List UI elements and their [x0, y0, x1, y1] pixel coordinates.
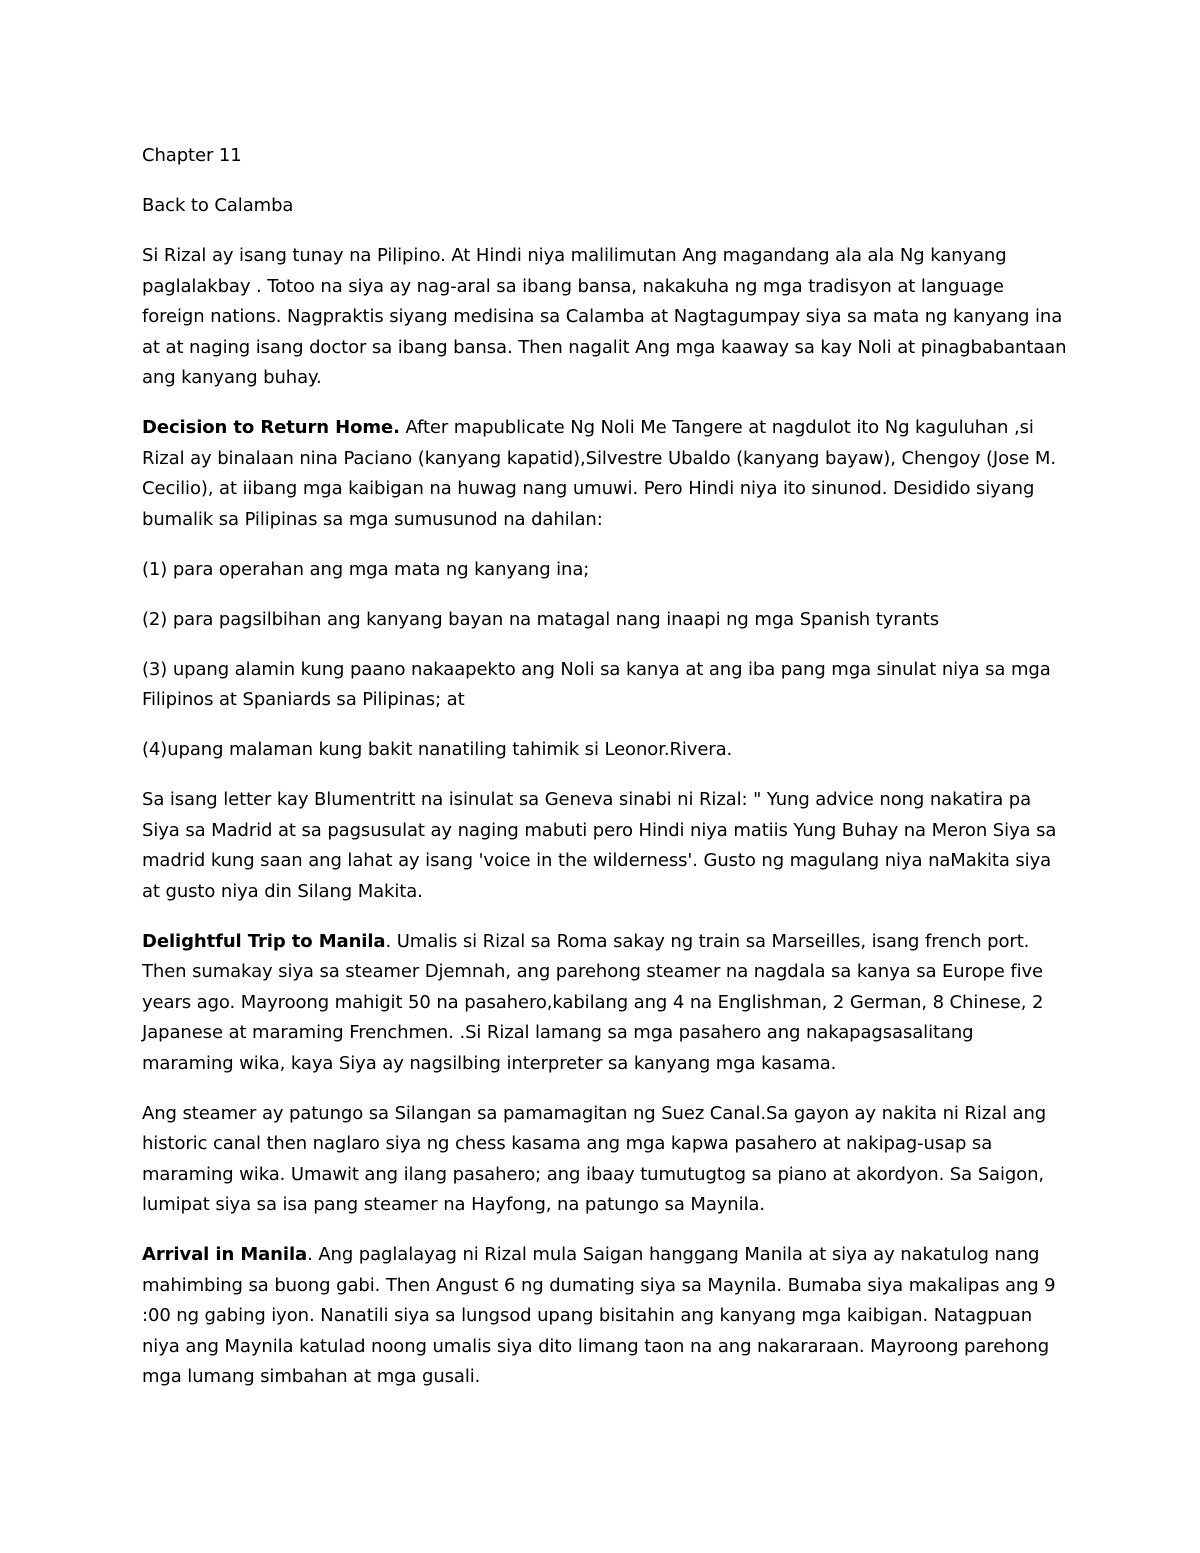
- arrival-heading: Arrival in Manila: [142, 1244, 308, 1265]
- trip-body: . Umalis si Rizal sa Roma sakay ng train sa Marseilles, isang french port. Then sumakay siya sa steamer Djemnah, ang parehong steamer na nagdala sa kanya sa Europe five years ago. Mayroong mahigit 50 na pasahero,kabilang ang 4 na Englishman, 2 German, 8 Chinese, 2 Japanese at maraming Frenchmen. .Si Rizal lamang sa mga pasahero ang nakapagsasalitang maraming wika, kaya Siya ay nagsilbing interpreter sa kanyang mga kasama.: [142, 930, 1044, 1074]
- arrival-body: . Ang paglalayag ni Rizal mula Saigan hanggang Manila at siya ay nakatulog nang mahimbing sa buong gabi. Then Angust 6 ng dumating siya sa Maynila. Bumaba siya makalipas ang 9 :00 ng gabing iyon. Nanatili siya sa lungsod upang bisitahin ang kanyang mga kaibigan. Natagpuan niya ang Maynila katulad noong umalis siya dito limang taon na ang nakararaan. Mayroong parehong mga lumang simbahan at mga gusali.: [142, 1244, 1056, 1387]
- chapter-title: Back to Calamba: [142, 195, 294, 216]
- document-body: [142, 141, 1067, 1412]
- reason-item: (4)upang malaman kung bakit nanatiling tahimik si Leonor.Rivera.: [142, 739, 733, 760]
- chapter-number: Chapter 11: [142, 145, 242, 166]
- letter-paragraph: Sa isang letter kay Blumentritt na isinulat sa Geneva sinabi ni Rizal: " Yung advice nong nakatira pa Siya sa Madrid at sa pagsusulat ay naging mabuti pero Hindi niya matiis Yung Buhay na Meron Siya sa madrid kung saan ang lahat ay isang 'voice in the wilderness'. Gusto ng magulang niya naMakita siya at gusto niya din Silang Makita.: [142, 789, 1057, 902]
- intro-paragraph: Si Rizal ay isang tunay na Pilipino. At Hindi niya malilimutan Ang magandang ala ala Ng kanyang paglalakbay . Totoo na siya ay nag-aral sa ibang bansa, nakakuha ng mga tradisyon at language foreign nations. Nagpraktis siyang medisina sa Calamba at Nagtagumpay siya sa mata ng kanyang ina at at naging isang doctor sa ibang bansa. Then nagalit Ang mga kaaway sa kay Noli at pinagbabantaan ang kanyang buhay.: [142, 245, 1067, 388]
- trip-heading: Delightful Trip to Manila: [142, 930, 386, 952]
- steamer-paragraph: Ang steamer ay patungo sa Silangan sa pamamagitan ng Suez Canal.Sa gayon ay nakita ni Rizal ang historic canal then naglaro siya ng chess kasama ang mga kapwa pasahero at nakipag-usap sa maraming wika. Umawit ang ilang pasahero; ang ibaay tumutugtog sa piano at akordyon. Sa Saigon, lumipat siya sa isa pang steamer na Hayfong, na patungo sa Maynila.: [142, 1102, 1047, 1215]
- decision-heading: Decision to Return Home.: [142, 417, 400, 438]
- reason-item: (2) para pagsilbihan ang kanyang bayan na matagal nang inaapi ng mga Spanish tyrants: [142, 608, 939, 630]
- arrival-paragraph: [142, 1240, 1067, 1393]
- reason-item: (3) upang alamin kung paano nakaapekto ang Noli sa kanya at ang iba pang mga sinulat niya sa mga Filipinos at Spaniards sa Pilipinas; at: [142, 658, 1051, 710]
- reason-item: (1) para operahan ang mga mata ng kanyang ina;: [142, 558, 590, 580]
- decision-body: After mapublicate Ng Noli Me Tangere at nagdulot ito Ng kaguluhan ,si Rizal ay binalaan nina Paciano (kanyang kapatid),Silvestre Ubaldo (kanyang bayaw), Chengoy (Jose M. Cecilio), at iibang mga kaibigan na huwag nang umuwi. Pero Hindi niya ito sinunod. Desidido siyang bumalik sa Pilipinas sa mga sumusunod na dahilan:: [142, 417, 1056, 530]
- trip-paragraph: [142, 927, 1067, 1080]
- decision-paragraph: [142, 413, 1067, 535]
